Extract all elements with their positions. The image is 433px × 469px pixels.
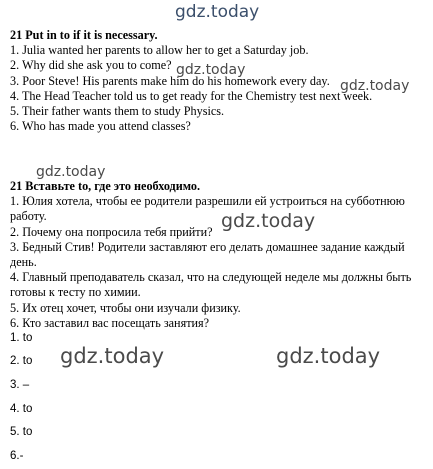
exercise-en-item: 5. Their father wants them to study Physics. xyxy=(10,104,225,119)
answer-3: 3. – xyxy=(10,379,30,391)
exercise-ru xyxy=(10,179,425,331)
exercise-en xyxy=(10,28,425,134)
exercise-ru-heading: 21 Вставьте to, где это необходимо. xyxy=(10,179,201,193)
exercise-ru-item: 2. Почему она попросила тебя прийти? xyxy=(10,224,213,239)
exercise-en-item: 1. Julia wanted her parents to allow her to get a Saturday job. xyxy=(10,43,309,58)
watermark-answers-left: gdz.today xyxy=(60,344,165,368)
watermark-top: gdz.today xyxy=(175,2,260,22)
exercise-ru-item: 5. Их отец хочет, чтобы они изучали физику. xyxy=(10,300,241,315)
exercise-en-item: 4. The Head Teacher told us to get ready for the Chemistry test next week. xyxy=(10,88,373,103)
answer-2: 2. to xyxy=(10,355,33,367)
watermark-line2: gdz.today xyxy=(176,62,246,78)
watermark-ru: gdz.today xyxy=(221,210,316,232)
watermark-line3: gdz.today xyxy=(340,78,410,94)
watermark-answers-right: gdz.today xyxy=(276,344,381,368)
exercise-en-item: 3. Poor Steve! His parents make him do his homework every day. xyxy=(10,73,330,88)
answer-5: 5. to xyxy=(10,426,33,438)
answer-1: 1. to xyxy=(10,332,33,344)
answer-6: 6.- xyxy=(10,450,24,462)
answer-4: 4. to xyxy=(10,403,33,415)
exercise-en-heading: 21 Put in to if it is necessary. xyxy=(10,28,158,42)
exercise-en-item: 2. Why did she ask you to come? xyxy=(10,58,172,73)
exercise-ru-item: 3. Бедный Стив! Родители заставляют его делать домашнее задание каждый день. xyxy=(10,239,405,270)
watermark-mid: gdz.today xyxy=(36,164,106,180)
exercise-ru-item: 4. Главный преподаватель сказал, что на следующей неделе мы должны быть готовы к тесту по химии. xyxy=(10,270,412,300)
exercise-en-item: 6. Who has made you attend classes? xyxy=(10,119,191,134)
exercise-ru-item: 1. Юлия хотела, чтобы ее родители разрешили ей устроиться на субботнюю работу. xyxy=(10,194,405,224)
exercise-ru-item: 6. Кто заставил вас посещать занятия? xyxy=(10,315,210,330)
